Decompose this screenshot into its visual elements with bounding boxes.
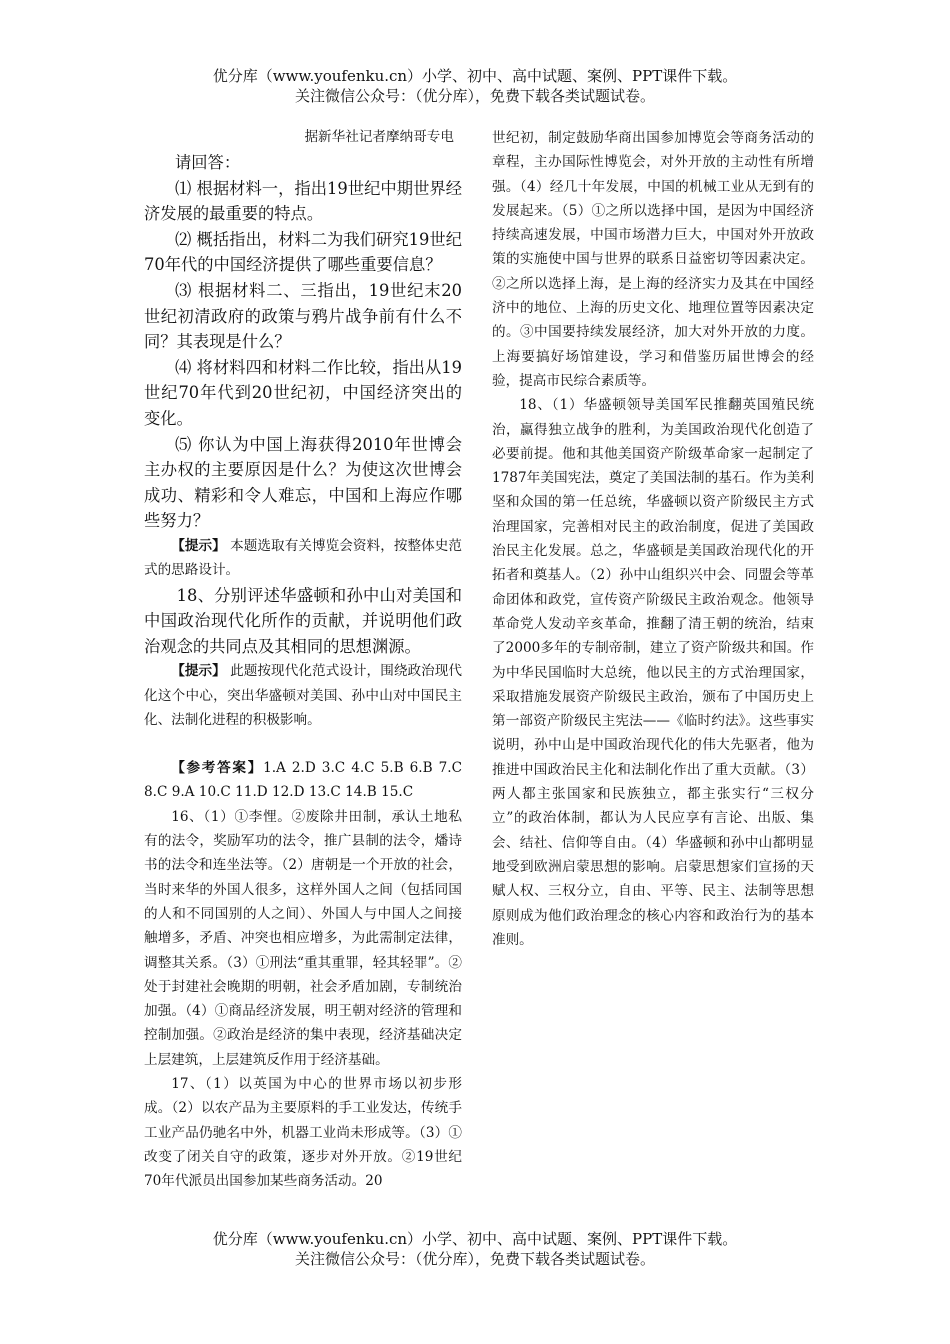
news-source: 据新华社记者摩纳哥专电 (304, 129, 454, 145)
left-column (144, 126, 462, 1194)
reference-answers (144, 756, 462, 805)
question-2: ⑵ 概括指出，材料二为我们研究19世纪70年代的中国经济提供了哪些重要信息？ (144, 229, 462, 275)
answer-16: 16、（1）①李悝。②废除井田制，承认土地私有的法令，奖励军功的法令，推广县制的法令，燔诗书的法令和连坐法等。（2）唐朝是一个开放的社会，当时来华的外国人很多，这样外国人之间（包括同国的人和不同国别的人之间）、外国人与中国人之间接触增多，矛盾、冲突也相应增多，为此需制定法律，调整其关系。（3）①刑法“重其重罪，轻其轻罪”。②处于封建社会晚期的明朝，社会矛盾加剧，专制统治加强。（4）①商品经济发展，明王朝对经济的管理和控制加强。②政治是经济的集中表现，经济基础决定上层建筑，上层建筑反作用于经济基础。 (144, 808, 462, 1068)
answer-17-continued: 世纪初，制定鼓励华商出国参加博览会等商务活动的章程，主办国际性博览会，对外开放的主动性有所增强。（4）经几十年发展，中国的机械工业从无到有的发展起来。（5）①之所以选择中国，是因为中国经济持续高速发展，中国市场潜力巨大，中国对外开放政策的实施使中国与世界的联系日益密切等因素决定。②之所以选择上海，是上海的经济实力及其在中国经济中的地位、上海的历史文化、地理位置等因素决定的。③中国要持续发展经济，加大对外开放的力度。上海要搞好场馆建设，学习和借鉴历届世博会的经验，提高市民综合素质等。 (492, 130, 814, 389)
page-footer (0, 1229, 950, 1269)
question-4: ⑷ 将材料四和材料二作比较，指出从19世纪70年代到20世纪初，中国经济突出的变化。 (144, 357, 462, 428)
answers-label: 【参考答案】 (171, 760, 264, 777)
page-header (0, 66, 950, 106)
answer-17: 17、（1）以英国为中心的世界市场以初步形成。（2）以农产品为主要原料的手工业发达，传统手工业产品仍驰名中外，机器工业尚未形成等。（3）①改变了闭关自守的政策，逐步对外开放。②19世纪70年代派员出国参加某些商务活动。20 (144, 1076, 462, 1190)
tip-label: 【提示】 (171, 663, 226, 680)
tip-text: 此题按现代化范式设计，围绕政治现代化这个中心，突出华盛顿对美国、孙中山对中国民主化、法制化进程的积极影响。 (144, 663, 463, 728)
tip-label: 【提示】 (171, 537, 226, 554)
answers-text: 1.A 2.D 3.C 4.C 5.B 6.B 7.C 8.C 9.A 10.C 11.D 12.D 13.C 14.B 15.C (144, 760, 462, 801)
header-line-1: 优分库（www.youfenku.cn）小学、初中、高中试题、案例、PPT课件下载。 (212, 67, 738, 85)
right-column (492, 126, 814, 952)
question-5: ⑸ 你认为中国上海获得2010年世博会主办权的主要原因是什么？为使这次世博会成功、精彩和令人难忘，中国和上海应作哪些努力？ (144, 434, 462, 531)
footer-line-2: 关注微信公众号：（优分库），免费下载各类试题试卷。 (294, 1250, 655, 1268)
footer-line-1: 优分库（www.youfenku.cn）小学、初中、高中试题、案例、PPT课件下载。 (212, 1230, 738, 1248)
question-prompt: 请回答： (174, 153, 241, 172)
tip-text: 本题选取有关博览会资料，按整体史范式的思路设计。 (144, 537, 463, 579)
question-18: 18、分别评述华盛顿和孙中山对美国和中国政治现代化所作的贡献，并说明他们政治观念的共同点及其相同的思想渊源。 (144, 585, 462, 656)
tip-1 (144, 534, 462, 583)
question-1: ⑴ 根据材料一，指出19世纪中期世界经济发展的最重要的特点。 (144, 178, 462, 224)
answer-18: 18、（1）华盛顿领导美国军民推翻英国殖民统治，赢得独立战争的胜利，为美国政治现代化创造了必要前提。他和其他美国资产阶级革命家一起制定了1787年美国宪法，奠定了美国法制的基石。作为美利坚和众国的第一任总统，华盛顿以资产阶级民主方式治理国家，完善相对民主的政治制度，促进了美国政治民主化发展。总之，华盛顿是美国政治现代化的开拓者和奠基人。（2）孙中山组织兴中会、同盟会等革命团体和政党，宣传资产阶级民主政治观念。他领导革命党人发动辛亥革命，推翻了清王朝的统治，结束了2000多年的专制帝制，建立了资产阶级共和国。作为中华民国临时大总统，他以民主的方式治理国家，采取措施发展资产阶级民主政治，颁布了中国历史上第一部资产阶级民主宪法——《临时约法》。这些事实说明，孙中山是中国政治现代化的伟大先驱者，他为推进中国政治民主化和法制化作出了重大贡献。（3）两人都主张国家和民族独立，都主张实行“三权分立”的政治体制，都认为人民应享有言论、出版、集会、结社、信仰等自由。（4）华盛顿和孙中山都明显地受到欧洲启蒙思想的影响。启蒙思想家们宣扬的天赋人权、三权分立，自由、平等、民主、法制等思想原则成为他们政治理念的核心内容和政治行为的基本准则。 (492, 397, 814, 948)
header-line-2: 关注微信公众号：（优分库），免费下载各类试题试卷。 (294, 87, 655, 105)
tip-2 (144, 659, 462, 732)
question-3: ⑶ 根据材料二、三指出，19世纪末20世纪初清政府的政策与鸦片战争前有什么不同？其表现是什么？ (144, 280, 462, 352)
